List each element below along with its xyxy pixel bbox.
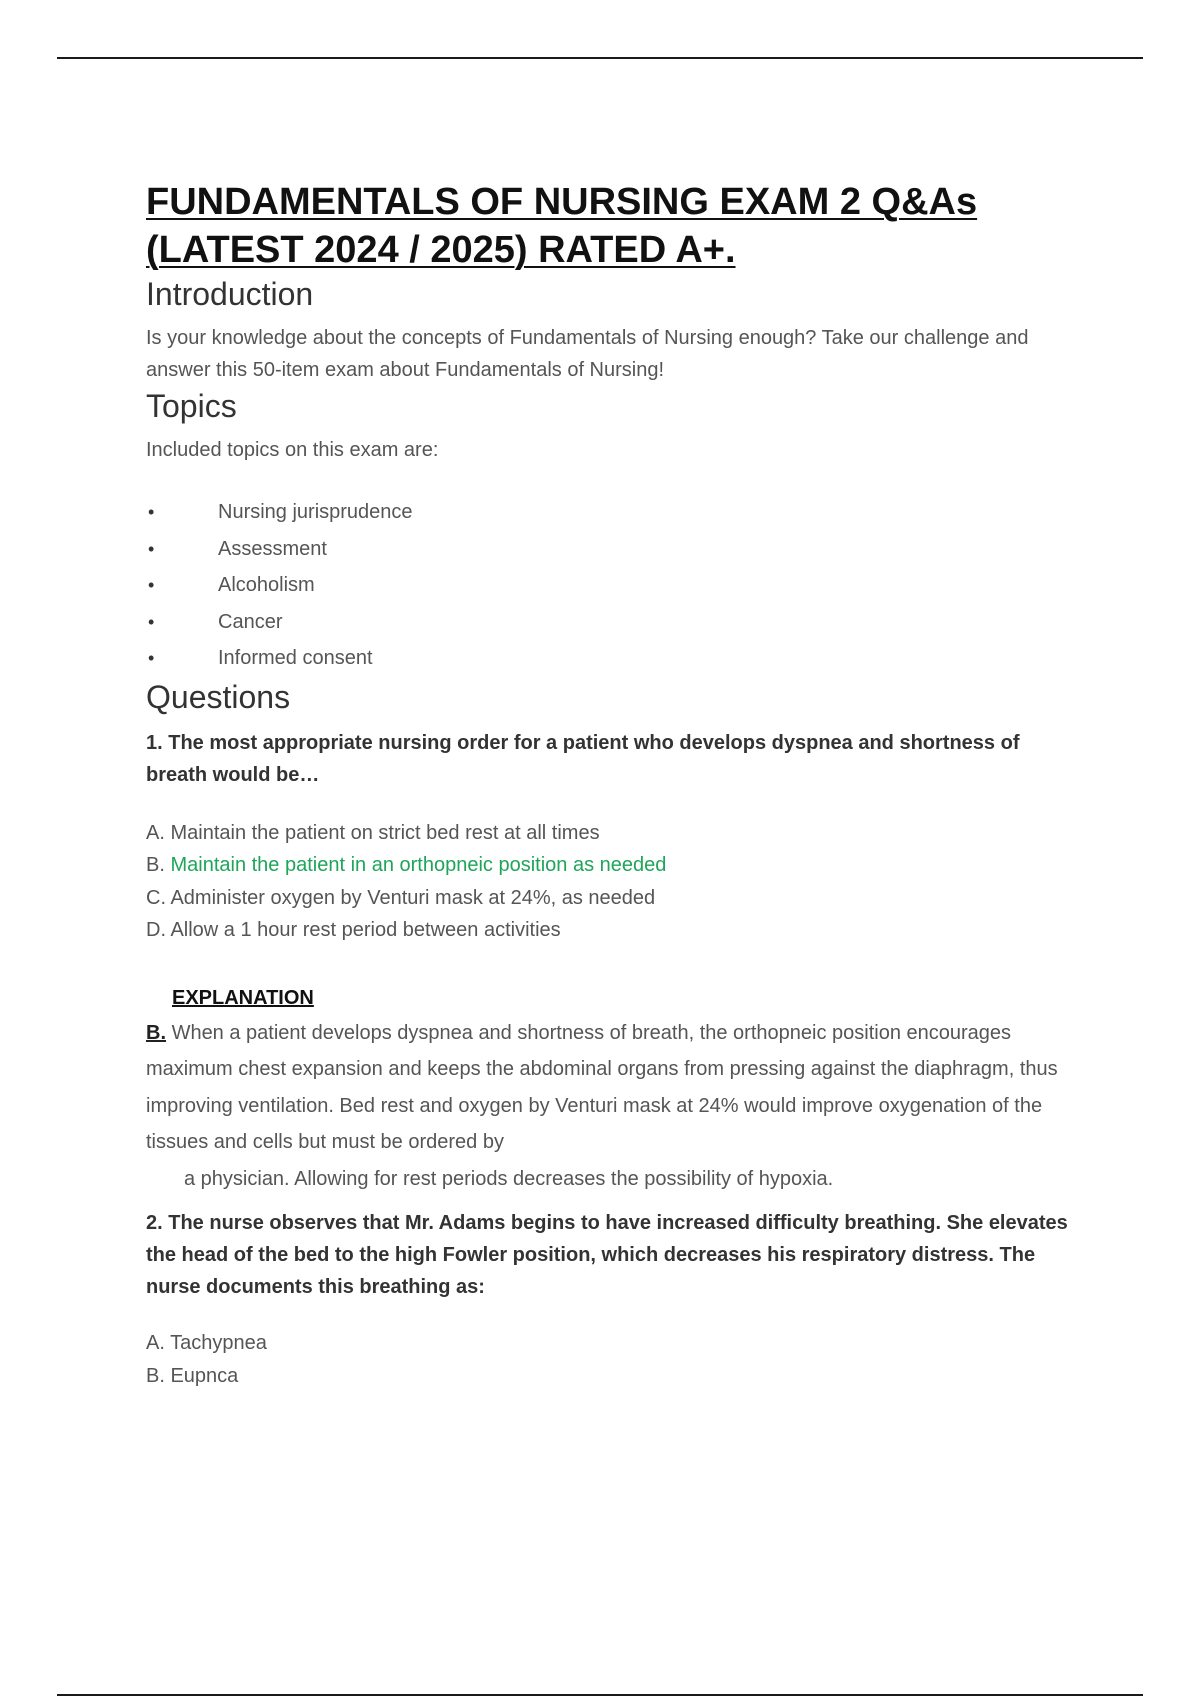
title-line-1: FUNDAMENTALS OF NURSING EXAM 2 Q&As (146, 181, 978, 223)
topic-label: Cancer (218, 610, 283, 633)
explanation-text (146, 1015, 1086, 1161)
bullet-icon: • (148, 502, 155, 522)
question-1-options (146, 817, 1086, 947)
option-letter: B. (146, 1364, 165, 1387)
topic-item (146, 494, 1086, 531)
question-2-prompt: 2. The nurse observes that Mr. Adams begins to have increased difficulty breathing. She elevates the head of the bed to the high Fowler position, which decreases his respiratory distress. The nurse documents this breathing as: (146, 1212, 1068, 1298)
option-text: Allow a 1 hour rest period between activities (170, 919, 561, 941)
document-title (146, 178, 1086, 274)
topic-label: Informed consent (218, 647, 373, 669)
option-letter: B. (146, 854, 165, 876)
topic-label: Nursing jurisprudence (218, 501, 413, 523)
option-text: Administer oxygen by Venturi mask at 24%, as needed (170, 886, 656, 909)
option-text: Maintain the patient on strict bed rest at all times (170, 821, 600, 844)
option-letter: D. (146, 919, 166, 941)
topic-item (146, 640, 1086, 677)
question-1-prompt: 1. The most appropriate nursing order for a patient who develops dyspnea and shortness of breath would be… (146, 731, 1020, 786)
topic-item (146, 531, 1086, 568)
question-2-options (146, 1327, 1086, 1392)
bottom-rule (57, 1694, 1143, 1696)
answer-option-c (146, 882, 1086, 915)
explanation-answer-letter: B. (146, 1021, 166, 1044)
topics-heading: Topics (146, 388, 237, 424)
answer-option-a (146, 817, 1086, 850)
explanation-label: EXPLANATION (172, 986, 314, 1009)
bullet-icon: • (148, 648, 155, 668)
topic-label: Assessment (218, 537, 327, 560)
explanation-tail: a physician. Allowing for rest periods decreases the possibility of hypoxia. (184, 1167, 834, 1190)
answer-option-b (146, 849, 1086, 882)
bullet-icon: • (148, 575, 155, 595)
bullet-icon: • (148, 538, 155, 559)
option-text-correct: Maintain the patient in an orthopneic position as needed (170, 854, 667, 876)
introduction-heading: Introduction (146, 276, 314, 312)
answer-option-d (146, 914, 1086, 947)
title-line-2: (LATEST 2024 / 2025) RATED A+. (146, 229, 736, 271)
explanation-body: When a patient develops dyspnea and shortness of breath, the orthopneic position encourages maximum chest expansion and keeps the abdominal organs from pressing against the diaphragm, thus improving ventilation. Bed rest and oxygen by Venturi mask at 24% would improve oxygenation of the tissues and cells but must be ordered by (146, 1021, 1058, 1153)
bullet-icon: • (148, 611, 155, 632)
option-letter: A. (146, 1332, 165, 1354)
topic-item (146, 567, 1086, 604)
topic-label: Alcoholism (218, 574, 315, 596)
answer-option-a (146, 1327, 1086, 1360)
option-text: Tachypnea (170, 1332, 267, 1354)
topics-list (146, 494, 1086, 677)
answer-option-b (146, 1360, 1086, 1393)
document-body (146, 178, 1086, 1392)
top-rule (57, 57, 1143, 59)
topic-item (146, 604, 1086, 641)
option-letter: C. (146, 886, 166, 909)
option-text: Eupnca (170, 1364, 239, 1387)
option-letter: A. (146, 821, 165, 844)
introduction-text: Is your knowledge about the concepts of Fundamentals of Nursing enough? Take our challenge and answer this 50-item exam about Fundamentals of Nursing! (146, 327, 1029, 381)
questions-heading: Questions (146, 678, 291, 715)
topics-lead: Included topics on this exam are: (146, 439, 439, 461)
